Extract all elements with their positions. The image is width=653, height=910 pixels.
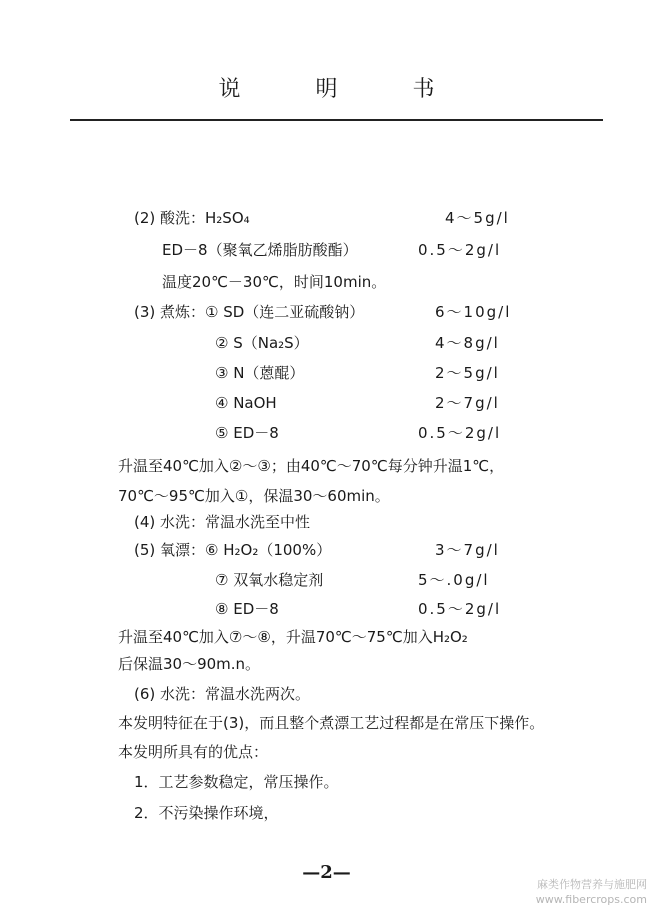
- scouring-s-value: 4～8g/l: [435, 334, 500, 352]
- header-rule: [70, 119, 603, 121]
- ed8-full-value: 0.5～2g/l: [418, 241, 502, 259]
- ed8-full-label: ED－8（聚氧乙烯脂肪酸酯）: [162, 241, 358, 259]
- scouring-s-label: ② S（Na₂S）: [215, 334, 309, 352]
- bleaching-h2o2-value: 3～7g/l: [435, 541, 500, 559]
- water-wash-neutral: (4) 水洗：常温水洗至中性: [134, 513, 311, 531]
- watermark-site-name: 麻类作物营养与施肥网: [537, 878, 647, 891]
- page-title: 说 明 书: [218, 77, 469, 102]
- scouring-n-label: ③ N（蒽醌）: [215, 364, 305, 382]
- bleaching-procedure-1: 升温至40℃加入⑦～⑧，升温70℃～75℃加入H₂O₂: [118, 628, 468, 646]
- acid-wash-value: 4～5g/l: [445, 209, 510, 227]
- scouring-naoh-label: ④ NaOH: [215, 394, 277, 412]
- bleaching-h2o2-label: (5) 氧漂：⑥ H₂O₂（100%）: [134, 541, 332, 559]
- scouring-sd-label: (3) 煮炼：① SD（连二亚硫酸钠）: [134, 303, 365, 321]
- scouring-sd-value: 6～10g/l: [435, 303, 512, 321]
- bleaching-procedure-2: 后保温30～90m.n。: [118, 655, 261, 673]
- bleaching-ed8-label: ⑧ ED－8: [215, 600, 279, 618]
- scouring-ed8-value: 0.5～2g/l: [418, 424, 502, 442]
- bleaching-stabilizer-label: ⑦ 双氧水稳定剂: [215, 571, 324, 589]
- scouring-naoh-value: 2～7g/l: [435, 394, 500, 412]
- page-number: —2—: [302, 862, 351, 883]
- scouring-ed8-label: ⑤ ED－8: [215, 424, 279, 442]
- advantage-2: 2．不污染操作环境，: [134, 804, 279, 822]
- acid-wash-conditions: 温度20℃－30℃，时间10min。: [162, 273, 387, 291]
- bleaching-ed8-value: 0.5～2g/l: [418, 600, 502, 618]
- advantages-heading: 本发明所具有的优点：: [118, 743, 269, 761]
- bleaching-stabilizer-value: 5～.0g/l: [418, 571, 490, 589]
- scouring-procedure-1: 升温至40℃加入②～③；由40℃～70℃每分钟升温1℃，: [118, 457, 505, 475]
- watermark-url: www.fibercrops.com: [535, 893, 647, 906]
- water-wash-twice: (6) 水洗：常温水洗两次。: [134, 685, 311, 703]
- scouring-n-value: 2～5g/l: [435, 364, 500, 382]
- advantage-1: 1．工艺参数稳定，常压操作。: [134, 773, 339, 791]
- invention-feature: 本发明特征在于(3)，而且整个煮漂工艺过程都是在常压下操作。: [118, 714, 545, 732]
- scouring-procedure-2: 70℃～95℃加入①，保温30～60min。: [118, 487, 390, 505]
- acid-wash-label: (2) 酸洗：H₂SO₄: [134, 209, 250, 227]
